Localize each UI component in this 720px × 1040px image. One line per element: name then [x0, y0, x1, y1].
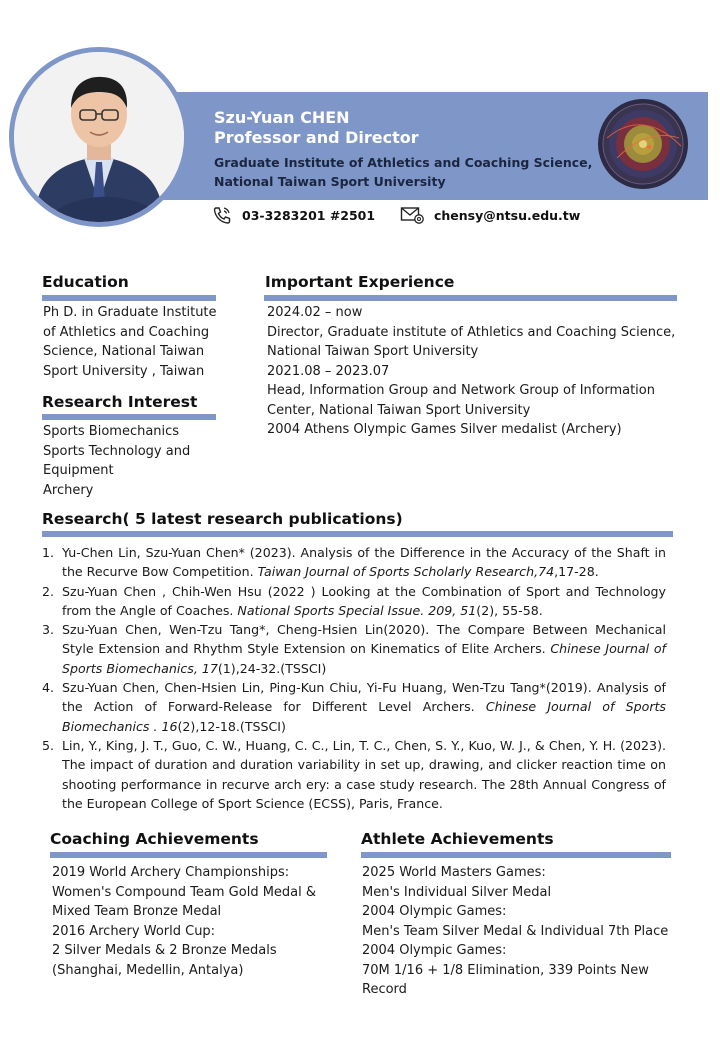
publication-item [42, 678, 666, 736]
phone-contact[interactable] [212, 206, 375, 224]
experience-line: 2004 Athens Olympic Games Silver medalist (Archery) [267, 422, 622, 437]
athlete-line: 2004 Olympic Games: [362, 943, 507, 958]
publication-text: Lin, Y., King, J. T., Guo, C. W., Huang, C. C., Lin, T. C., Chen, S. Y., Kuo, W. J., & Chen, Y. H. (2023). The impact of duration and duration variability in set up, drawing, and clicker reaction time on shooting performance in recurve arch ery: a case study research. The 28th Annual Congress of the European College of Sport Science (ECSS), Paris, France. [62, 737, 666, 811]
publication-text: Szu-Yuan Chen, Chen-Hsien Lin, Ping-Kun Chiu, Yi-Fu Huang, Wen-Tzu Tang*(2019). Analysis of the Action of Forward-Release for Different Level Archers. [62, 680, 666, 715]
education-line: Ph D. in Graduate Institute [43, 305, 217, 320]
publication-journal: Taiwan Journal of Sports Scholarly Research,74 [257, 564, 555, 580]
research-divider [42, 531, 673, 537]
publication-pages: (2),12-18.(TSSCI) [177, 718, 286, 734]
archery-target-icon [597, 98, 689, 190]
experience-line: Director, Graduate institute of Athletics and Coaching Science, [267, 324, 676, 340]
profile-photo-frame [9, 47, 189, 227]
publication-number: 2. [42, 583, 55, 599]
coaching-heading: Coaching Achievements [50, 830, 259, 848]
education-text [43, 303, 217, 381]
publication-item [42, 736, 666, 813]
athlete-line: 2025 World Masters Games: [362, 865, 546, 880]
coaching-line: 2019 World Archery Championships: [52, 865, 290, 880]
athlete-heading: Athlete Achievements [361, 830, 554, 848]
experience-text [267, 303, 675, 440]
athlete-text [362, 863, 668, 1000]
coaching-line: (Shanghai, Medellin, Antalya) [52, 962, 244, 978]
profile-photo [14, 52, 184, 222]
publication-number: 5. [42, 737, 55, 753]
experience-line: Center, National Taiwan Sport University [267, 402, 531, 418]
publication-item [42, 582, 666, 621]
publication-text: Yu-Chen Lin, Szu-Yuan Chen* (2023). Analysis of the Difference in the Accuracy of the Shaft in the Recurve Bow Competition. [62, 545, 666, 580]
phone-icon [212, 206, 232, 224]
publication-item [42, 543, 666, 582]
experience-line: National Taiwan Sport University [267, 344, 479, 359]
research-interest-heading: Research Interest [42, 393, 198, 411]
education-line: Sport University , Taiwan [43, 363, 205, 379]
publication-number: 3. [42, 622, 55, 638]
publication-pages: ,17-28. [554, 564, 599, 580]
institute-line: Graduate Institute of Athletics and Coaching Science, [214, 155, 593, 170]
institute-line: National Taiwan Sport University [214, 174, 446, 189]
education-heading: Education [42, 273, 129, 291]
experience-line: 2021.08 – 2023.07 [267, 363, 390, 379]
education-divider [42, 295, 216, 301]
publication-list [42, 543, 666, 813]
interest-line: Archery [43, 482, 94, 498]
publication-pages: (2), 55-58. [476, 602, 543, 618]
coaching-divider [50, 852, 327, 858]
interest-line: Sports Biomechanics [43, 424, 180, 439]
coaching-line: Women's Compound Team Gold Medal & [52, 884, 317, 900]
institute [214, 153, 594, 191]
phone-number: 03-3283201 #2501 [242, 207, 376, 223]
athlete-line: Record [362, 982, 407, 997]
athlete-line: Men's Team Silver Medal & Individual 7th Place [362, 923, 669, 939]
publication-text: Szu-Yuan Chen, Wen-Tzu Tang*, Cheng-Hsien Lin(2020). The Compare Between Mechanical Style Extension and Rhythm Style Extension on Kinematics of Elite Archers. [62, 622, 666, 657]
person-name: Szu-Yuan CHEN [214, 108, 350, 127]
publication-number: 1. [42, 545, 55, 560]
email-icon [400, 206, 424, 224]
athlete-line: Men's Individual Silver Medal [362, 884, 552, 900]
experience-line: 2024.02 – now [267, 305, 363, 320]
coaching-text [52, 863, 316, 980]
interest-line: Equipment [43, 463, 114, 478]
person-title: Professor and Director [214, 128, 419, 147]
email-contact[interactable] [400, 206, 580, 224]
publication-journal: Chinese Journal of Sports Biomechanics . 16 [62, 699, 666, 734]
email-address: chensy@ntsu.edu.tw [434, 207, 581, 223]
research-interest-text [43, 422, 190, 500]
athlete-divider [361, 852, 671, 858]
athlete-line: 70M 1/16 + 1/8 Elimination, 339 Points New [362, 962, 649, 978]
education-line: Science, National Taiwan [43, 344, 205, 359]
research-interest-divider [42, 414, 216, 420]
publication-item [42, 620, 666, 678]
publication-journal: National Sports Special Issue. 209, 51 [237, 602, 477, 618]
coaching-line: Mixed Team Bronze Medal [52, 904, 222, 919]
experience-divider [264, 295, 677, 301]
education-line: of Athletics and Coaching [43, 324, 210, 340]
experience-heading: Important Experience [265, 273, 455, 291]
publication-pages: (1),24-32.(TSSCI) [217, 660, 327, 676]
research-heading: Research( 5 latest research publications) [42, 510, 403, 528]
athlete-line: 2004 Olympic Games: [362, 904, 507, 919]
publication-journal: Chinese Journal of Sports Biomechanics, 17 [62, 641, 666, 676]
coaching-line: 2016 Archery World Cup: [52, 923, 216, 939]
interest-line: Sports Technology and [43, 443, 191, 459]
publication-number: 4. [42, 680, 55, 696]
experience-line: Head, Information Group and Network Group of Information [267, 383, 655, 398]
publication-text: Szu-Yuan Chen , Chih-Wen Hsu (2022 ) Looking at the Combination of Sport and Technology from the Angle of Coaches. [62, 583, 666, 618]
coaching-line: 2 Silver Medals & 2 Bronze Medals [52, 943, 277, 958]
